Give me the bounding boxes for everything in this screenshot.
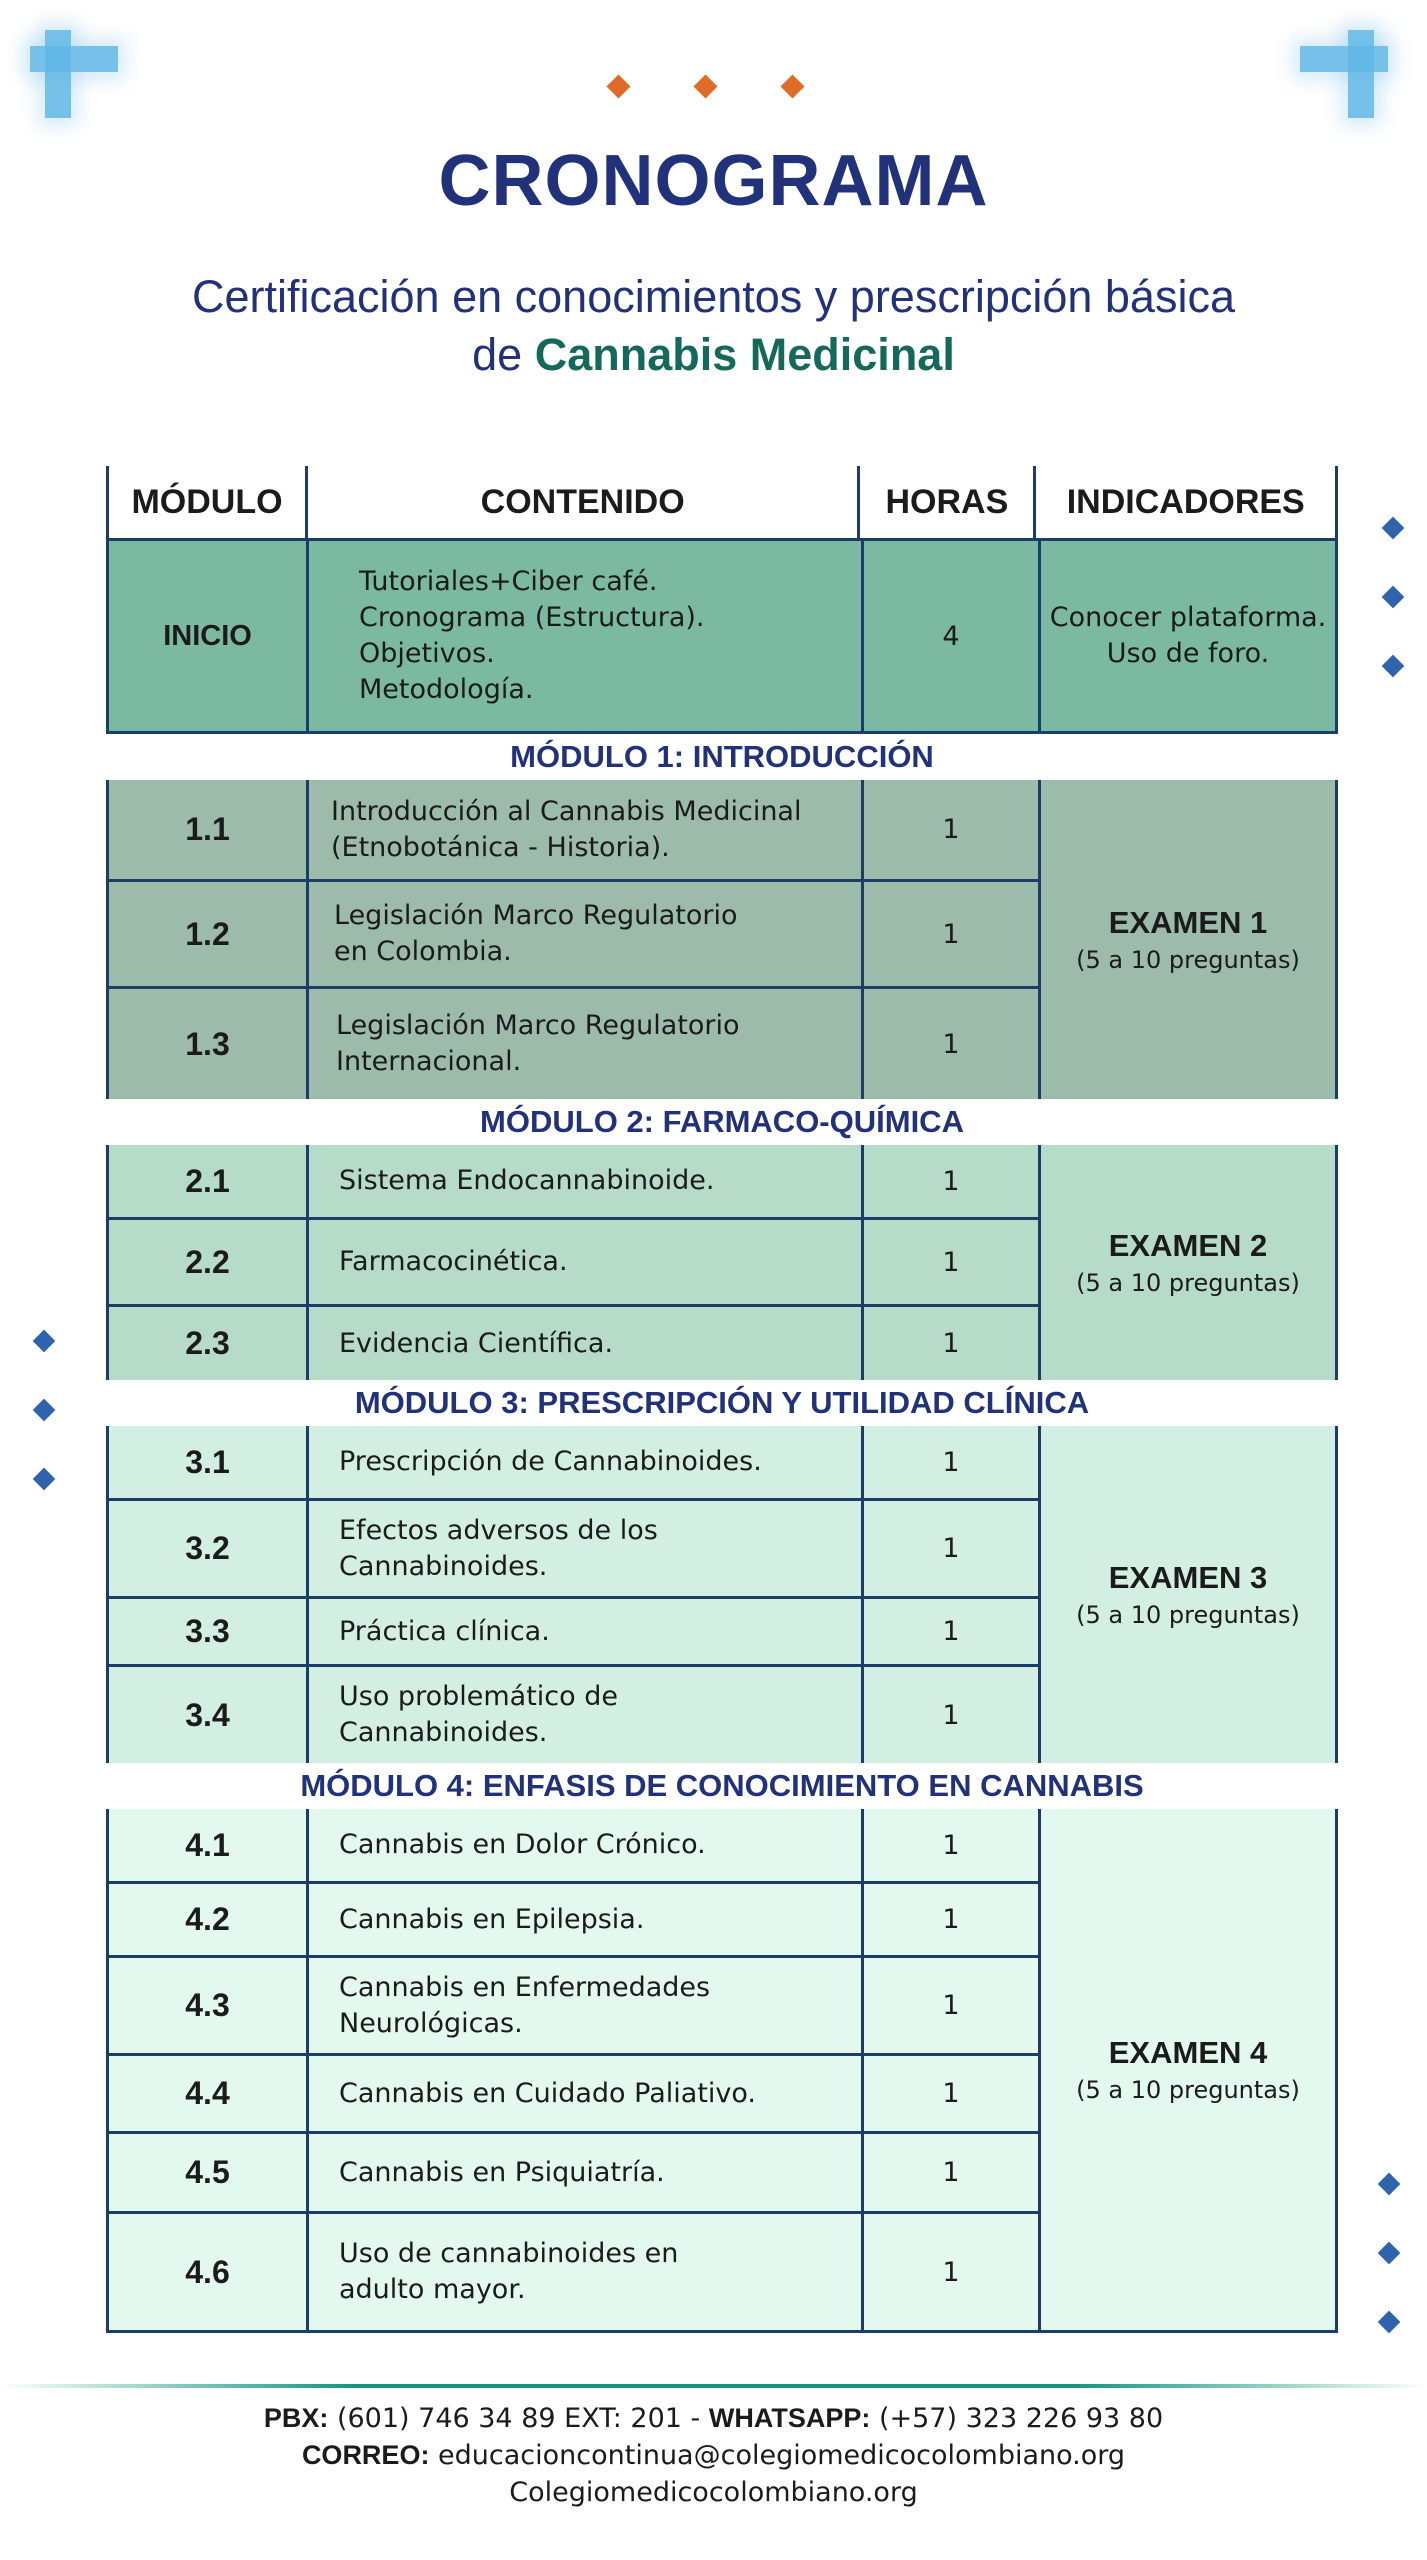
footer-phone-line xyxy=(0,2400,1427,2437)
table-row xyxy=(109,1145,1041,1220)
row-content: Evidencia Científica. xyxy=(309,1307,864,1380)
row-content: Cannabis en Psiquiatría. xyxy=(309,2134,864,2211)
row-hours: 4 xyxy=(864,541,1041,731)
exam-label: EXAMEN 2 xyxy=(1108,1227,1268,1263)
table-row xyxy=(109,1307,1041,1380)
row-hours: 1 xyxy=(864,1145,1041,1217)
row-code: INICIO xyxy=(109,541,309,731)
row-code: 3.3 xyxy=(109,1599,309,1664)
row-hours: 1 xyxy=(864,1667,1041,1763)
footer-email-line xyxy=(0,2437,1427,2474)
row-code: 3.4 xyxy=(109,1667,309,1763)
blue-diamond-decoration-right-top xyxy=(1382,512,1406,692)
blue-cross-decoration-left xyxy=(30,30,130,130)
table-row xyxy=(109,1599,1041,1667)
row-content: Legislación Marco Regulatorio Internacional. xyxy=(309,989,864,1099)
row-content: Introducción al Cannabis Medicinal (Etnobotánica - Historia). xyxy=(309,780,864,879)
footer-divider xyxy=(0,2384,1427,2388)
row-content: Práctica clínica. xyxy=(309,1599,864,1664)
exam-indicator xyxy=(1041,1426,1335,1763)
header-content: CONTENIDO xyxy=(308,466,860,538)
subtitle-line2 xyxy=(0,326,1427,384)
header-hours: HORAS xyxy=(860,466,1036,538)
row-indicator xyxy=(1041,541,1335,731)
row-code: 1.2 xyxy=(109,882,309,986)
page-title: CRONOGRAMA xyxy=(438,141,989,221)
row-content: Tutoriales+Ciber café. Cronograma (Estructura). Objetivos. Metodología. xyxy=(309,541,864,731)
row-content: Prescripción de Cannabinoides. xyxy=(309,1426,864,1498)
indicator-text: Conocer plataforma. Uso de foro. xyxy=(1049,602,1327,669)
table-row xyxy=(109,1667,1041,1763)
row-code: 4.2 xyxy=(109,1884,309,1955)
subtitle-highlight: Cannabis Medicinal xyxy=(534,329,955,380)
row-code: 4.4 xyxy=(109,2056,309,2131)
footer-website[interactable]: Colegiomedicocolombiano.org xyxy=(509,2477,918,2508)
row-hours: 1 xyxy=(864,780,1041,879)
row-code: 4.5 xyxy=(109,2134,309,2211)
orange-diamond-decoration xyxy=(600,72,820,102)
row-code: 2.3 xyxy=(109,1307,309,1380)
row-hours: 1 xyxy=(864,2134,1041,2211)
row-code: 1.3 xyxy=(109,989,309,1099)
row-hours: 1 xyxy=(864,1307,1041,1380)
exam-indicator xyxy=(1041,780,1335,1099)
blue-diamond-decoration-left xyxy=(33,1325,57,1505)
row-hours: 1 xyxy=(864,882,1041,986)
table-row xyxy=(109,1426,1041,1501)
subtitle-prefix: de xyxy=(472,329,523,380)
whatsapp-value: (+57) 323 226 93 80 xyxy=(878,2403,1164,2434)
row-code: 4.6 xyxy=(109,2214,309,2330)
module-4-block xyxy=(106,1809,1338,2333)
table-row xyxy=(109,1220,1041,1307)
row-hours: 1 xyxy=(864,1958,1041,2053)
row-content: Legislación Marco Regulatorio en Colombia. xyxy=(309,882,864,986)
module-2-title: MÓDULO 2: FARMACO-QUÍMICA xyxy=(106,1099,1338,1145)
email-label: CORREO: xyxy=(301,2440,430,2470)
row-content: Cannabis en Dolor Crónico. xyxy=(309,1809,864,1881)
table-row xyxy=(109,2214,1041,2330)
row-code: 3.2 xyxy=(109,1501,309,1596)
table-row xyxy=(109,1501,1041,1599)
row-hours: 1 xyxy=(864,1220,1041,1304)
exam-label: EXAMEN 3 xyxy=(1108,1559,1268,1595)
row-hours: 1 xyxy=(864,989,1041,1099)
footer-contact xyxy=(0,2400,1427,2511)
row-hours: 1 xyxy=(864,1809,1041,1881)
row-content: Uso de cannabinoides en adulto mayor. xyxy=(309,2214,864,2330)
module-1-block xyxy=(106,780,1338,1099)
row-code: 1.1 xyxy=(109,780,309,879)
row-hours: 1 xyxy=(864,1426,1041,1498)
exam-indicator xyxy=(1041,1809,1335,2330)
module-3-block xyxy=(106,1426,1338,1763)
row-code: 4.1 xyxy=(109,1809,309,1881)
table-row xyxy=(109,1809,1041,1884)
table-header xyxy=(106,466,1338,541)
row-hours: 1 xyxy=(864,1599,1041,1664)
exam-label: EXAMEN 1 xyxy=(1108,904,1268,940)
exam-questions: (5 a 10 preguntas) xyxy=(1076,1600,1300,1629)
header-module: MÓDULO xyxy=(109,466,308,538)
row-code: 2.1 xyxy=(109,1145,309,1217)
table-row xyxy=(109,541,1041,731)
row-content: Sistema Endocannabinoide. xyxy=(309,1145,864,1217)
row-hours: 1 xyxy=(864,2214,1041,2330)
module-2-block xyxy=(106,1145,1338,1380)
row-hours: 1 xyxy=(864,1884,1041,1955)
page-subtitle xyxy=(0,268,1427,384)
row-content: Cannabis en Enfermedades Neurológicas. xyxy=(309,1958,864,2053)
row-content: Uso problemático de Cannabinoides. xyxy=(309,1667,864,1763)
exam-questions: (5 a 10 preguntas) xyxy=(1076,1268,1300,1297)
email-value[interactable]: educacioncontinua@colegiomedicocolombiano.org xyxy=(438,2440,1126,2471)
blue-cross-decoration-right xyxy=(1300,30,1400,130)
row-hours: 1 xyxy=(864,1501,1041,1596)
inicio-block xyxy=(106,541,1338,734)
exam-label: EXAMEN 4 xyxy=(1108,2034,1268,2070)
table-row xyxy=(109,2056,1041,2134)
row-code: 4.3 xyxy=(109,1958,309,2053)
module-3-title: MÓDULO 3: PRESCRIPCIÓN Y UTILIDAD CLÍNICA xyxy=(106,1380,1338,1426)
table-row xyxy=(109,1958,1041,2056)
row-content: Farmacocinética. xyxy=(309,1220,864,1304)
module-1-title: MÓDULO 1: INTRODUCCIÓN xyxy=(106,734,1338,780)
row-content: Efectos adversos de los Cannabinoides. xyxy=(309,1501,864,1596)
row-hours: 1 xyxy=(864,2056,1041,2131)
row-code: 2.2 xyxy=(109,1220,309,1304)
pbx-value: (601) 746 34 89 EXT: 201 - xyxy=(336,2403,701,2434)
module-4-title: MÓDULO 4: ENFASIS DE CONOCIMIENTO EN CANNABIS xyxy=(106,1763,1338,1809)
table-row xyxy=(109,989,1041,1099)
table-row xyxy=(109,780,1041,882)
table-row xyxy=(109,2134,1041,2214)
exam-questions: (5 a 10 preguntas) xyxy=(1076,2075,1300,2104)
exam-indicator xyxy=(1041,1145,1335,1380)
whatsapp-label: WHATSAPP: xyxy=(708,2403,871,2433)
row-content: Cannabis en Epilepsia. xyxy=(309,1884,864,1955)
pbx-label: PBX: xyxy=(263,2403,329,2433)
row-content: Cannabis en Cuidado Paliativo. xyxy=(309,2056,864,2131)
exam-questions: (5 a 10 preguntas) xyxy=(1076,945,1300,974)
table-row xyxy=(109,1884,1041,1958)
blue-diamond-decoration-right-bottom xyxy=(1378,2168,1402,2348)
schedule-table xyxy=(106,466,1338,2333)
row-code: 3.1 xyxy=(109,1426,309,1498)
header-indicators: INDICADORES xyxy=(1066,482,1305,521)
subtitle-line1: Certificación en conocimientos y prescripción básica xyxy=(192,271,1235,322)
table-row xyxy=(109,882,1041,989)
